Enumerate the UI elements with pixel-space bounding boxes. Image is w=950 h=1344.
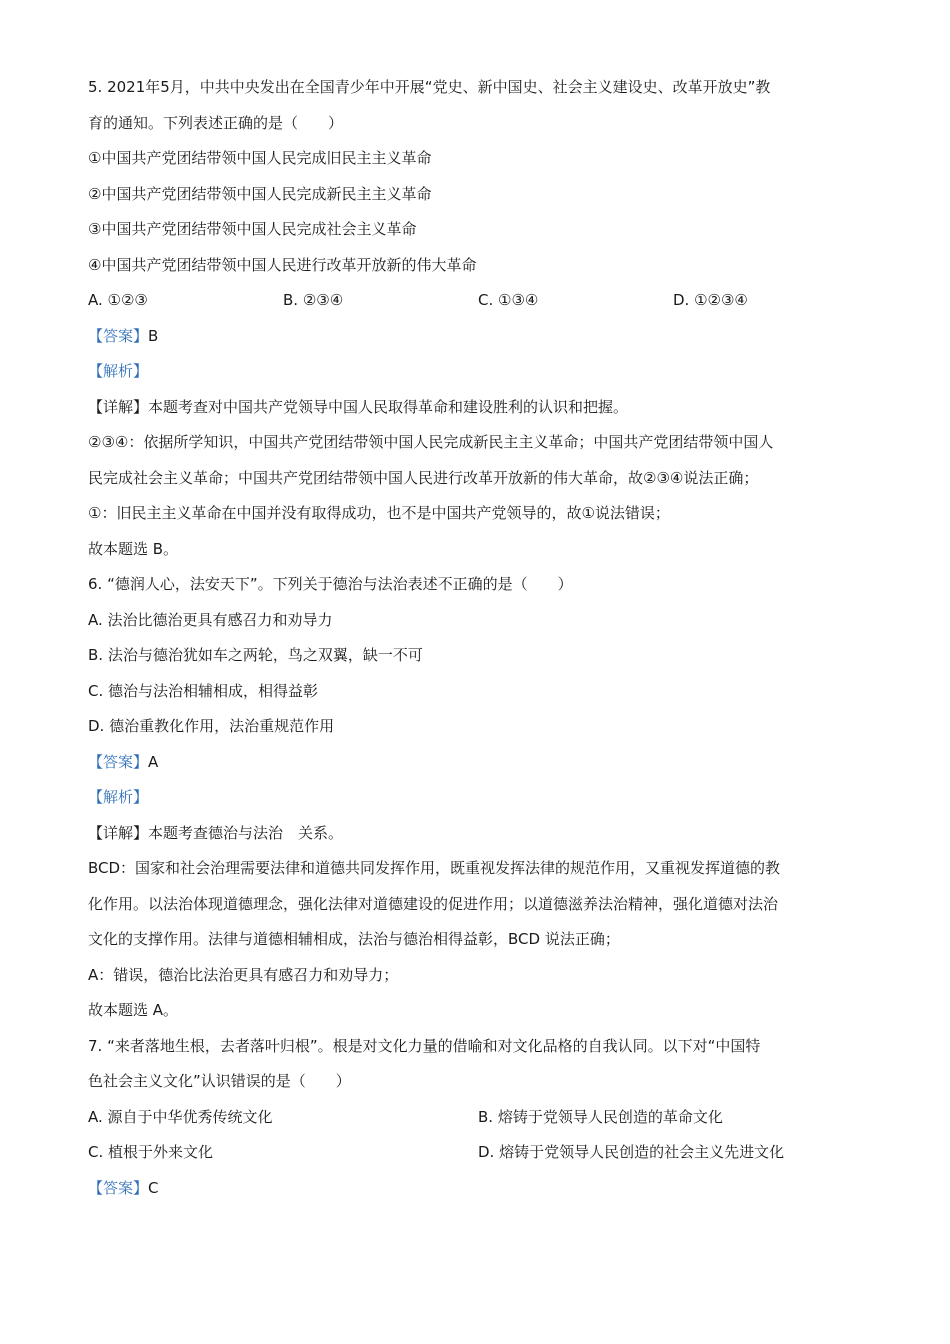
q5-expl-2: 民完成社会主义革命；中国共产党团结带领中国人民进行改革开放新的伟大革命，故②③④说法正确；	[88, 468, 759, 487]
q5-conclusion: 故本题选 B。	[88, 539, 179, 558]
q5-detail-tag: 【详解】	[88, 397, 149, 416]
q5-answer-value: B	[148, 326, 159, 345]
q7-options-row2	[88, 1135, 868, 1171]
q5-item-4: ④中国共产党团结带领中国人民进行改革开放新的伟大革命	[88, 255, 477, 274]
q6-stem: 6. “德润人心，法安天下”。下列关于德治与法治表述不正确的是（ ）	[88, 575, 573, 593]
q5-expl-1: ②③④：依据所学知识，中国共产党团结带领中国人民完成新民主主义革命；中国共产党团结带领中国人	[88, 433, 774, 451]
q6-expl-1: BCD：国家和社会治理需要法律和道德共同发挥作用，既重视发挥法律的规范作用，又重视发挥道德的教	[88, 859, 781, 877]
q5-option-a: A. ①②③	[88, 291, 148, 309]
q5-option-d: D. ①②③④	[673, 291, 748, 309]
q5-stem-line1: 5. 2021年5月，中共中央发出在全国青少年中开展“党史、新中国史、社会主义建设史、改革开放史”教	[88, 78, 771, 96]
q7-option-c: C. 植根于外来文化	[88, 1143, 214, 1161]
q6-expl-3: 文化的支撑作用。法律与道德相辅相成，法治与德治相得益彰，BCD 说法正确；	[88, 930, 620, 948]
q5-options	[88, 283, 868, 319]
q6-detail-tag: 【详解】	[88, 823, 149, 842]
q6-detail-text: 本题考查德治与法治 关系。	[148, 823, 344, 842]
q6-analysis-tag: 【解析】	[88, 788, 149, 806]
q5-analysis-tag: 【解析】	[88, 362, 149, 380]
q6-conclusion: 故本题选 A。	[88, 1001, 179, 1019]
q7-option-a: A. 源自于中华优秀传统文化	[88, 1107, 273, 1126]
q6-option-c: C. 德治与法治相辅相成，相得益彰	[88, 681, 319, 700]
q6-option-a: A. 法治比德治更具有感召力和劝导力	[88, 610, 333, 629]
q5-stem-line2: 育的通知。下列表述正确的是（ ）	[88, 113, 344, 132]
q6-answer-value: A	[148, 752, 159, 771]
q6-option-d: D. 德治重教化作用，法治重规范作用	[88, 717, 335, 735]
q6-answer-tag: 【答案】	[88, 752, 149, 771]
q7-option-b: B. 熔铸于党领导人民创造的革命文化	[478, 1107, 723, 1126]
q7-answer-value: C	[148, 1178, 159, 1197]
q7-answer-tag: 【答案】	[88, 1178, 149, 1197]
q6-detail	[88, 816, 868, 852]
q7-answer	[88, 1171, 868, 1207]
q5-answer	[88, 319, 868, 355]
q6-expl-2: 化作用。以法治体现道德理念，强化法律对道德建设的促进作用；以道德滋养法治精神，强化道德对法治	[88, 894, 779, 913]
document-page	[88, 70, 868, 1206]
q7-stem-line1: 7. “来者落地生根，去者落叶归根”。根是对文化力量的借喻和对文化品格的自我认同。以下对“中国特	[88, 1036, 761, 1055]
q5-item-3: ③中国共产党团结带领中国人民完成社会主义革命	[88, 220, 417, 238]
q6-expl-4: A：错误，德治比法治更具有感召力和劝导力；	[88, 965, 399, 984]
q5-answer-tag: 【答案】	[88, 326, 149, 345]
q5-option-c: C. ①③④	[478, 291, 539, 309]
q5-detail-text: 本题考查对中国共产党领导中国人民取得革命和建设胜利的认识和把握。	[148, 397, 629, 416]
q6-option-b: B. 法治与德治犹如车之两轮，鸟之双翼，缺一不可	[88, 646, 423, 664]
q5-detail	[88, 390, 868, 426]
q7-option-d: D. 熔铸于党领导人民创造的社会主义先进文化	[478, 1143, 785, 1161]
q6-answer	[88, 745, 868, 781]
q5-expl-3: ①：旧民主主义革命在中国并没有取得成功，也不是中国共产党领导的，故①说法错误；	[88, 504, 670, 522]
q5-item-2: ②中国共产党团结带领中国人民完成新民主主义革命	[88, 184, 432, 203]
q5-option-b: B. ②③④	[283, 291, 344, 309]
q5-item-1: ①中国共产党团结带领中国人民完成旧民主主义革命	[88, 149, 432, 167]
q7-options-row1	[88, 1100, 868, 1136]
q7-stem-line2: 色社会主义文化”认识错误的是（ ）	[88, 1072, 351, 1090]
